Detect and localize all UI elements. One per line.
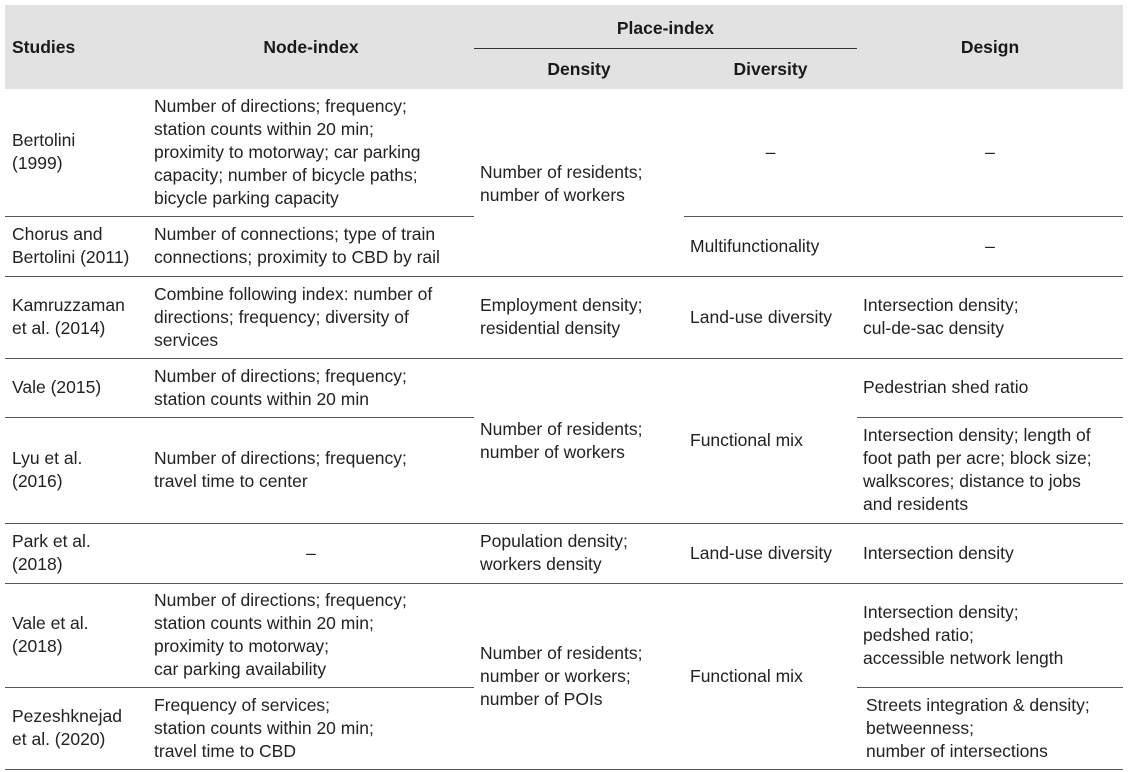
cell-node: Combine following index: number of directions; frequency; diversity of services [148,276,474,358]
cell-study: Pezeshknejad et al. (2020) [5,687,148,769]
cell-study: Bertolini (1999) [5,89,148,216]
header-place-index [474,5,857,49]
cell-node: Number of directions; frequency; station counts within 20 min; proximity to motorway; car parking availability [148,583,474,687]
cell-study: Vale (2015) [5,358,148,417]
table-row [5,583,1123,687]
cell-node: Number of connections; type of train connections; proximity to CBD by rail [148,216,474,276]
cell-study: Lyu et al. (2016) [5,417,148,523]
cell-diversity: – [684,89,857,216]
cell-study: Kamruzzaman et al. (2014) [5,276,148,358]
cell-design: Intersection density; cul-de-sac density [857,276,1123,358]
cell-design: Intersection density [857,523,1123,583]
comparison-table-container [5,5,1123,770]
cell-node: Frequency of services; station counts within 20 min; travel time to CBD [148,687,474,769]
cell-node: Number of directions; frequency; station counts within 20 min; proximity to motorway; car parking capacity; number of bicycle paths; bicycle parking capacity [148,89,474,216]
cell-diversity: Land-use diversity [684,276,857,358]
cell-diversity-merged: Functional mix [684,583,857,769]
header-diversity: Diversity [684,49,857,90]
table-row [5,358,1123,417]
cell-study: Park et al. (2018) [5,523,148,583]
header-design: Design [857,5,1123,89]
cell-node: Number of directions; frequency; travel time to center [148,417,474,523]
cell-design: Streets integration & density; betweenness; number of intersections [857,687,1123,769]
header-studies: Studies [5,5,148,89]
cell-study: Chorus and Bertolini (2011) [5,216,148,276]
table-row [5,276,1123,358]
header-node-index: Node-index [148,5,474,89]
cell-design: – [857,216,1123,276]
cell-design: Pedestrian shed ratio [857,358,1123,417]
cell-design: – [857,89,1123,216]
cell-node: – [148,523,474,583]
cell-design: Intersection density; length of foot path per acre; block size; walkscores; distance to jobs and residents [857,417,1123,523]
cell-diversity: Multifunctionality [684,216,857,276]
cell-density: Employment density; residential density [474,276,684,358]
cell-density-merged: Number of residents; number or workers; number of POIs [474,583,684,769]
header-density: Density [474,49,684,90]
cell-node: Number of directions; frequency; station counts within 20 min [148,358,474,417]
cell-design: Intersection density; pedshed ratio; accessible network length [857,583,1123,687]
comparison-table [5,5,1123,770]
cell-study: Vale et al. (2018) [5,583,148,687]
cell-diversity: Land-use diversity [684,523,857,583]
table-row [5,89,1123,216]
cell-density: Population density; workers density [474,523,684,583]
cell-density-merged: Number of residents; number of workers [474,358,684,523]
cell-density-merged: Number of residents; number of workers [474,89,684,276]
cell-diversity-merged: Functional mix [684,358,857,523]
place-index-label: Place-index [616,18,715,38]
table-row [5,523,1123,583]
